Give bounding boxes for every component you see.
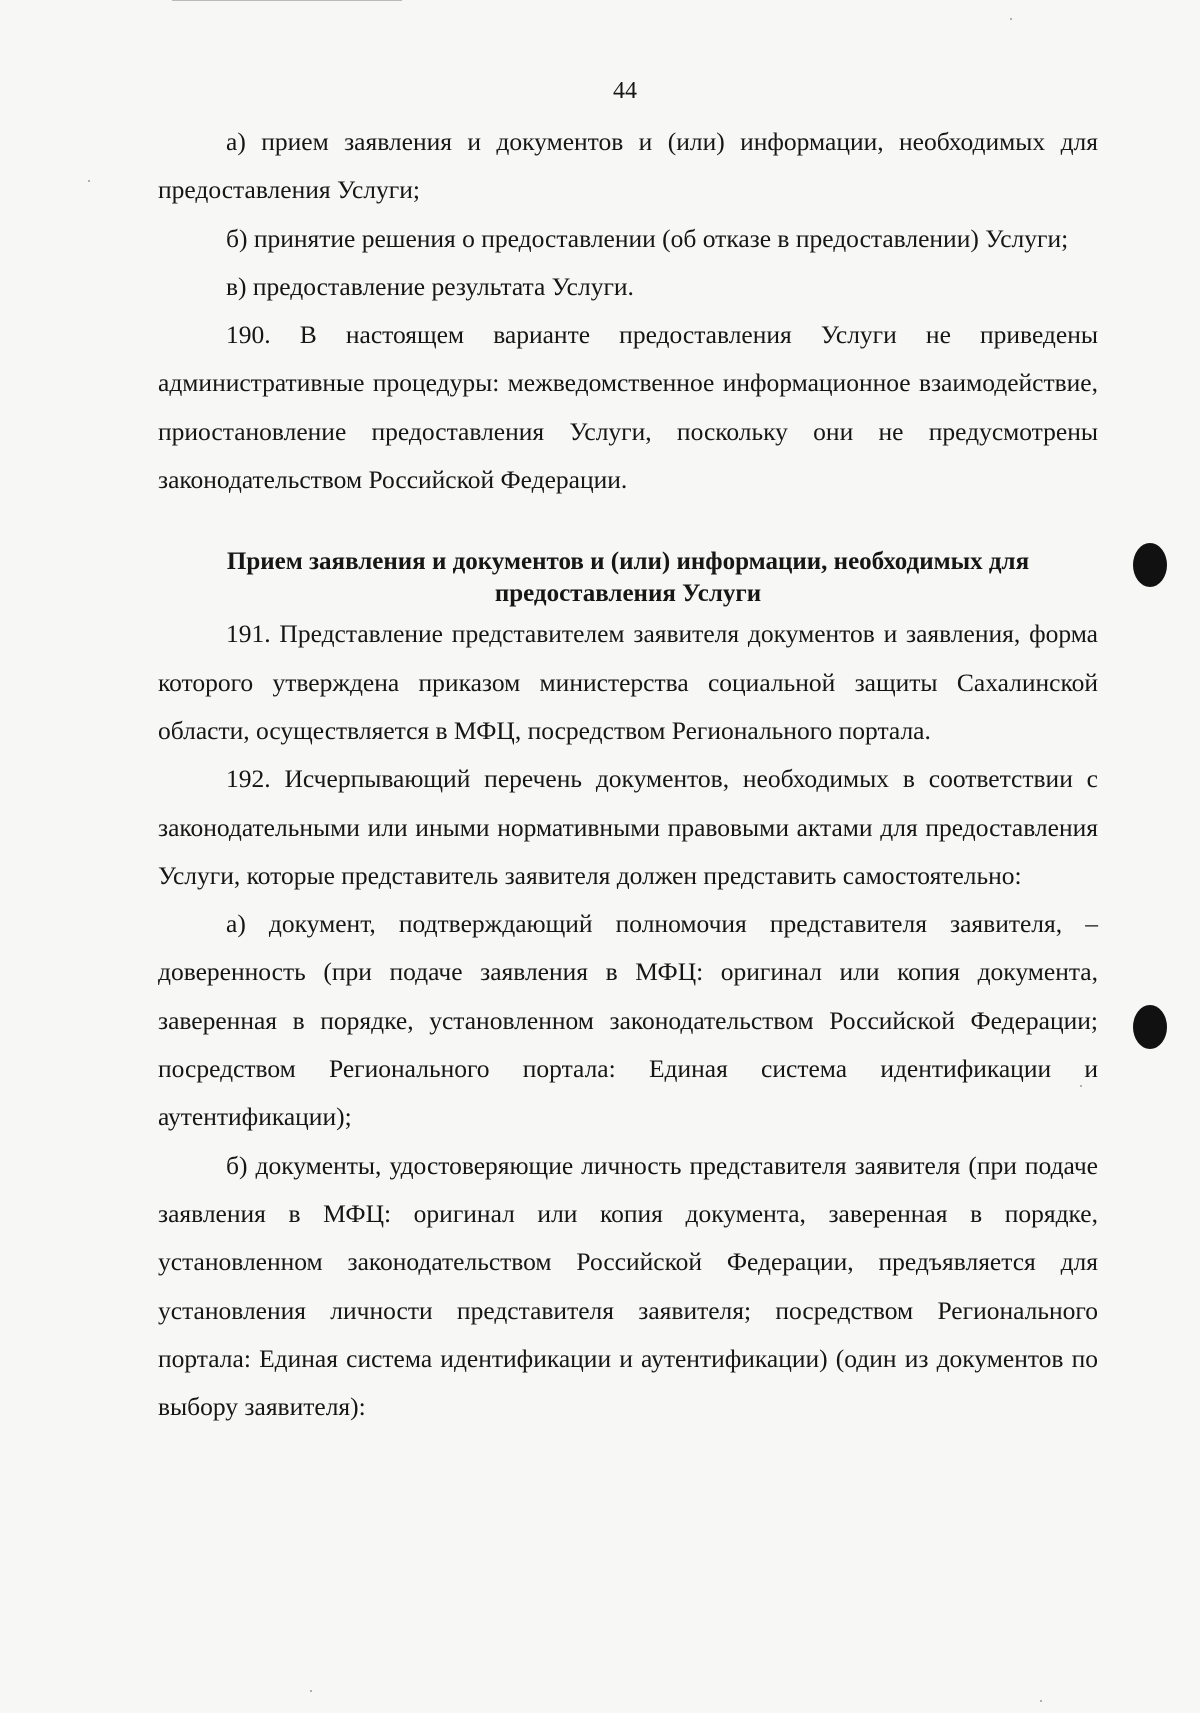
scan-speck [88,180,90,182]
paragraph-a-receipt: а) прием заявления и документов и (или) информации, необходимых для предоставления Услуги; [158,127,1098,205]
paragraph-191: 191. Представление представителем заявителя документов и заявления, форма которого утверждена приказом министерства социальной защиты Сахалинской области, осуществляется в МФЦ, посредством Регионального портала. [158,619,1098,745]
scan-edge-line [172,0,402,1]
paragraph-192-b: б) документы, удостоверяющие личность представителя заявителя (при подаче заявления в МФЦ: оригинал или копия документа, заверенная в порядке, установленном законодательством Российской Федерации, предъявляется для установления личности представителя заявителя; посредством Регионального портала: Единая система идентификации и аутентификации) (один из документов по выбору заявителя): [158,1150,1098,1422]
scan-speck [1010,18,1012,20]
punch-hole-mark [1133,543,1167,587]
page-number: 44 [613,78,637,104]
scan-speck [310,1690,312,1692]
punch-hole-mark [1133,1005,1167,1049]
section-heading: Прием заявления и документов и (или) информации, необходимых для предоставления Услуги [226,548,1030,608]
paragraph-190: 190. В настоящем варианте предоставления Услуги не приведены административные процедуры: межведомственное информационное взаимодействие, приостановление предоставления Услуги, поскольку они не предусмотрены законодательством Российской Федерации. [158,320,1098,495]
scan-speck [1040,1700,1042,1702]
document-body [158,118,1098,1431]
paragraph-192-a: а) документ, подтверждающий полномочия представителя заявителя, – доверенность (при подаче заявления в МФЦ: оригинал или копия документа, заверенная в порядке, установленном законодательством Российской Федерации; посредством Регионального портала: Единая система идентификации и аутентификации); [158,909,1098,1132]
paragraph-192: 192. Исчерпывающий перечень документов, необходимых в соответствии с законодательными или иными нормативными правовыми актами для предоставления Услуги, которые представитель заявителя должен представить самостоятельно: [158,764,1098,890]
scan-speck [1080,1085,1082,1087]
paragraph-b-decision: б) принятие решения о предоставлении (об отказе в предоставлении) Услуги; [226,223,1069,253]
paragraph-c-result: в) предоставление результата Услуги. [226,271,634,301]
